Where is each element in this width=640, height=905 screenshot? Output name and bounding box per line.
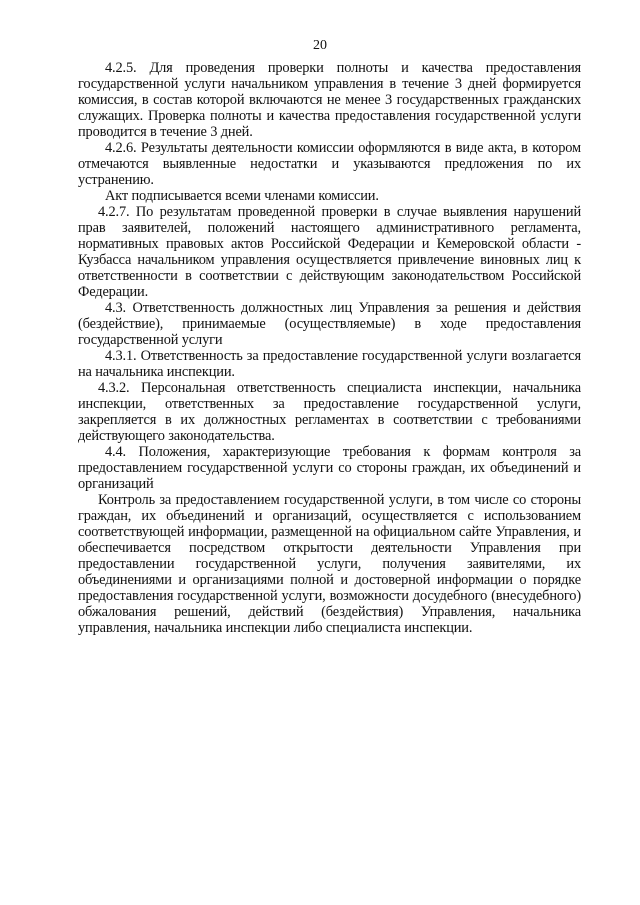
paragraph-4-3-1: 4.3.1. Ответственность за предоставление государственной услуги возлагается на начальника инспекции. — [78, 348, 581, 380]
paragraph-4-2-6: 4.2.6. Результаты деятельности комиссии оформляются в виде акта, в котором отмечаются выявленные недостатки и указываются предложения по их устранению. — [78, 140, 581, 188]
page-number: 20 — [313, 38, 327, 53]
document-body — [78, 60, 581, 636]
paragraph-4-3-2: 4.3.2. Персональная ответственность специалиста инспекции, начальника инспекции, ответственных за предоставление государственной услуги, закрепляется в их должностных регламентах в соответствии с требованиями действующего законодательства. — [78, 380, 581, 444]
paragraph-4-3: 4.3. Ответственность должностных лиц Управления за решения и действия (бездействие), принимаемые (осуществляемые) в ходе предоставления государственной услуги — [78, 300, 581, 348]
paragraph-act-signed: Акт подписывается всеми членами комиссии. — [105, 188, 379, 204]
paragraph-4-2-5: 4.2.5. Для проведения проверки полноты и качества предоставления государственной услуги начальником управления в течение 3 дней формируется комиссия, в состав которой включаются не менее 3 государственных гражданских служащих. Проверка полноты и качества предоставления государственной услуги проводится в течение 3 дней. — [78, 60, 581, 140]
paragraph-4-2-7: 4.2.7. По результатам проведенной проверки в случае выявления нарушений прав заявителей, положений настоящего административного регламента, нормативных правовых актов Российской Федерации и Кемеровской области - Кузбасса начальником управления осуществляется привлечение виновных лиц к ответственности в соответствии с действующим законодательством Российской Федерации. — [78, 204, 581, 300]
paragraph-control: Контроль за предоставлением государственной услуги, в том числе со стороны граждан, их объединений и организаций, осуществляется с использованием соответствующей информации, размещенной на официальном сайте Управления, и обеспечивается посредством открытости деятельности Управления при предоставлении государственной услуги, получения заявителями, их объединениями и организациями полной и достоверной информации о порядке предоставления государственной услуги, возможности досудебного (внесудебного) обжалования решений, действий (бездействия) Управления, начальника управления, начальника инспекции либо специалиста инспекции. — [78, 492, 581, 636]
paragraph-4-4: 4.4. Положения, характеризующие требования к формам контроля за предоставлением государственной услуги со стороны граждан, их объединений и организаций — [78, 444, 581, 492]
